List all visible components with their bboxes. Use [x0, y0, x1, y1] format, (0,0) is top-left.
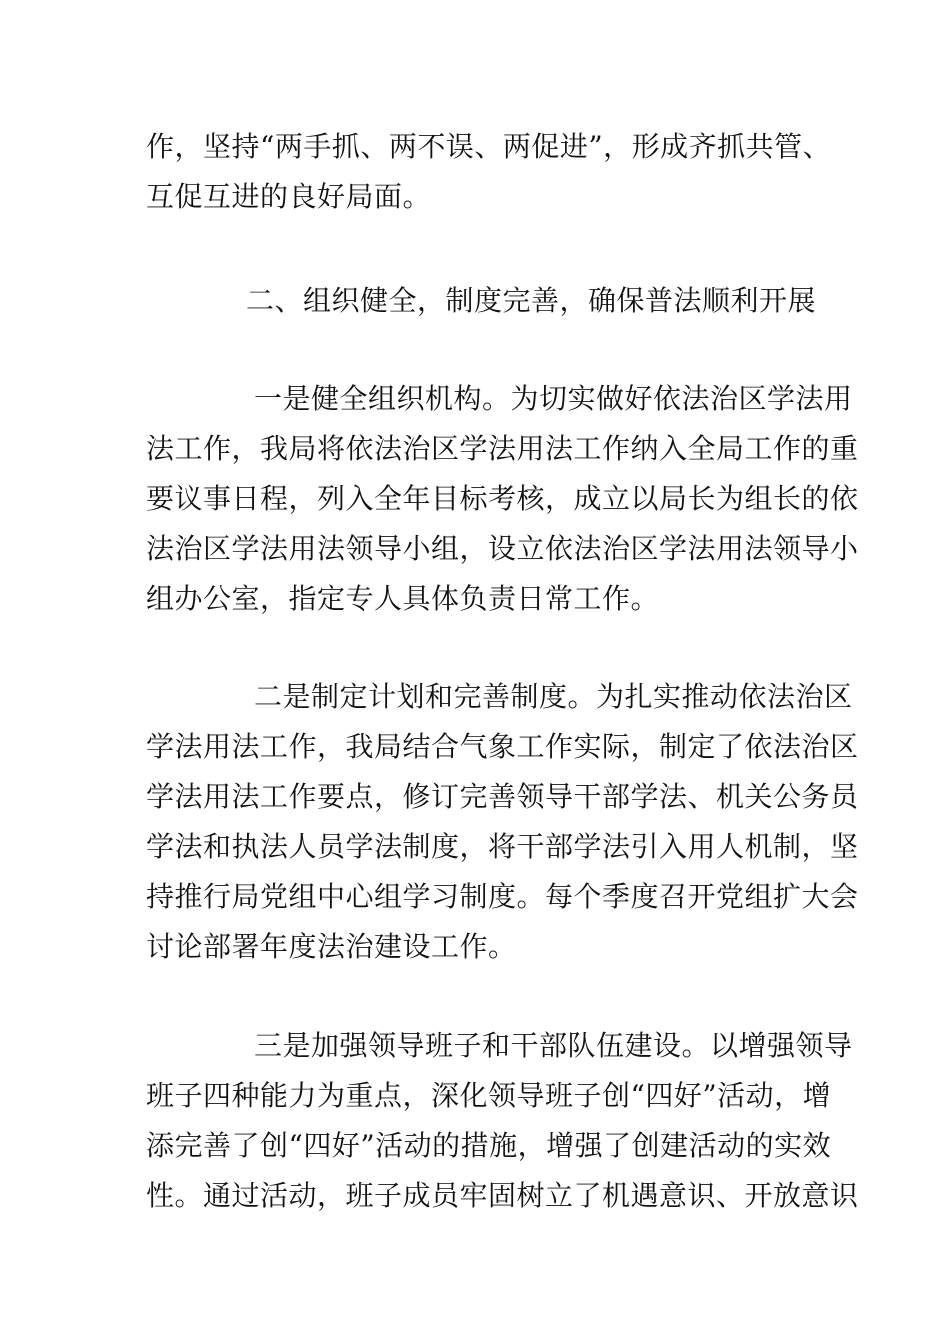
paragraph-line: 一是健全组织机构。为切实做好依法治区学法用 — [254, 382, 853, 415]
paragraph-line: 组办公室，指定专人具体负责日常工作。 — [146, 582, 660, 615]
paragraph-line: 持推行局党组中心组学习制度。每个季度召开党组扩大会 — [146, 880, 859, 913]
paragraph-line: 法治区学法用法领导小组，设立依法治区学法用法领导小 — [146, 532, 859, 565]
section-heading: 二、组织健全，制度完善，确保普法顺利开展 — [246, 284, 817, 317]
paragraph-line: 学法和执法人员学法制度，将干部学法引入用人机制，坚 — [146, 830, 859, 863]
paragraph-plans-rules — [146, 672, 859, 972]
paragraph-line: 学法用法工作要点，修订完善领导干部学法、机关公务员 — [146, 780, 859, 813]
paragraph-line: 作，坚持“两手抓、两不误、两促进”，形成齐抓共管、 — [146, 130, 832, 163]
continuation-paragraph — [146, 122, 832, 222]
paragraph-line: 讨论部署年度法治建设工作。 — [146, 930, 517, 963]
paragraph-line: 法工作，我局将依法治区学法用法工作纳入全局工作的重 — [146, 432, 859, 465]
paragraph-organization — [146, 374, 859, 624]
paragraph-line: 添完善了创“四好”活动的措施，增强了创建活动的实效 — [146, 1129, 832, 1162]
paragraph-line: 三是加强领导班子和干部队伍建设。以增强领导 — [254, 1029, 853, 1062]
paragraph-line: 班子四种能力为重点，深化领导班子创“四好”活动，增 — [146, 1079, 832, 1112]
paragraph-line: 性。通过活动，班子成员牢固树立了机遇意识、开放意识 — [146, 1179, 859, 1212]
paragraph-line: 互促互进的良好局面。 — [146, 180, 432, 213]
paragraph-line: 二是制定计划和完善制度。为扎实推动依法治区 — [254, 680, 853, 713]
paragraph-line: 要议事日程，列入全年目标考核，成立以局长为组长的依 — [146, 482, 859, 515]
paragraph-leadership — [146, 1021, 859, 1221]
paragraph-line: 学法用法工作，我局结合气象工作实际，制定了依法治区 — [146, 730, 859, 763]
